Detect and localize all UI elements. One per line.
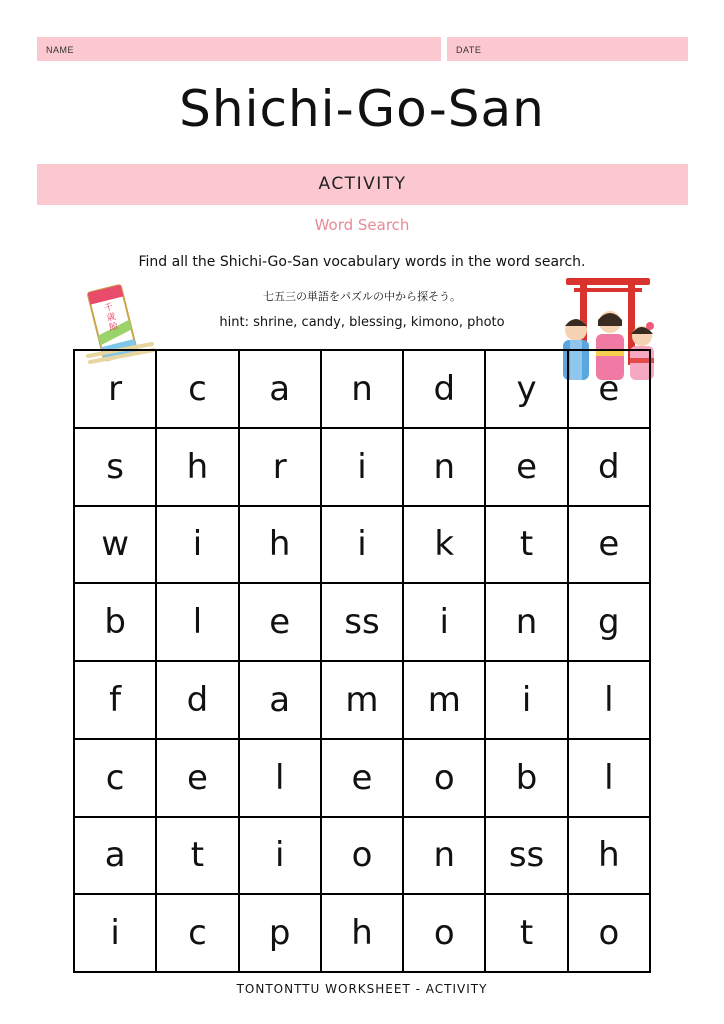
grid-cell[interactable]: h [568,817,650,895]
grid-cell[interactable]: i [74,894,156,972]
subtitle: Word Search [314,216,410,234]
grid-cell[interactable]: a [74,817,156,895]
grid-cell[interactable]: d [156,661,238,739]
grid-cell[interactable]: a [239,350,321,428]
grid-cell[interactable]: k [403,506,485,584]
grid-cell[interactable]: o [403,894,485,972]
grid-cell[interactable]: n [485,583,567,661]
instruction-text: Find all the Shichi-Go-San vocabulary words in the word search. [138,254,586,270]
grid-cell[interactable]: l [568,661,650,739]
grid-cell[interactable]: l [239,739,321,817]
date-field[interactable] [447,37,688,61]
grid-cell[interactable]: t [485,506,567,584]
grid-cell[interactable]: m [403,661,485,739]
grid-cell[interactable]: p [239,894,321,972]
candy-bag-text-1: 千 [103,302,115,315]
grid-cell[interactable]: e [321,739,403,817]
grid-cell[interactable]: n [321,350,403,428]
grid-cell[interactable]: d [568,428,650,506]
candy-bag-text-2: 歳 [105,311,117,324]
grid-cell[interactable]: o [321,817,403,895]
grid-cell[interactable]: y [485,350,567,428]
grid-cell[interactable]: i [321,506,403,584]
word-search-grid [73,349,651,973]
grid-cell[interactable]: d [403,350,485,428]
grid-cell[interactable]: r [239,428,321,506]
grid-cell[interactable]: g [568,583,650,661]
grid-cell[interactable]: i [485,661,567,739]
grid-cell[interactable]: m [321,661,403,739]
hint-text: hint: shrine, candy, blessing, kimono, photo [219,315,505,330]
grid-cell[interactable]: r [74,350,156,428]
grid-cell[interactable]: i [321,428,403,506]
grid-cell[interactable]: b [485,739,567,817]
grid-cell[interactable]: l [568,739,650,817]
grid-cell[interactable]: c [156,894,238,972]
grid-cell[interactable]: s [74,428,156,506]
grid-cell[interactable]: b [74,583,156,661]
grid-cell[interactable]: o [403,739,485,817]
candy-bag-text-3: 飴 [108,321,120,334]
page-title: Shichi-Go-San [179,80,545,138]
grid-cell[interactable]: a [239,661,321,739]
grid-cell[interactable]: e [156,739,238,817]
grid-cell[interactable]: h [239,506,321,584]
instruction-text-japanese: 七五三の単語をパズルの中から探そう。 [263,290,461,303]
grid-cell[interactable]: h [321,894,403,972]
grid-cell[interactable]: h [156,428,238,506]
grid-cell[interactable]: e [485,428,567,506]
grid-cell[interactable]: ss [321,583,403,661]
grid-cell[interactable]: e [568,350,650,428]
name-field[interactable] [37,37,441,61]
grid-cell[interactable]: t [156,817,238,895]
grid-cell[interactable]: i [239,817,321,895]
grid-cell[interactable]: n [403,817,485,895]
grid-cell[interactable]: i [156,506,238,584]
grid-cell[interactable]: c [156,350,238,428]
grid-cell[interactable]: i [403,583,485,661]
activity-banner: ACTIVITY [37,164,688,205]
grid-cell[interactable]: o [568,894,650,972]
grid-cell[interactable]: n [403,428,485,506]
grid-cell[interactable]: ss [485,817,567,895]
name-label: NAME [46,45,75,55]
grid-cell[interactable]: f [74,661,156,739]
date-label: DATE [456,45,482,55]
footer-text: TONTONTTU WORKSHEET - ACTIVITY [236,982,488,996]
grid-cell[interactable]: c [74,739,156,817]
grid-cell[interactable]: w [74,506,156,584]
grid-cell[interactable]: e [239,583,321,661]
grid-cell[interactable]: e [568,506,650,584]
grid-cell[interactable]: l [156,583,238,661]
grid-cell[interactable]: t [485,894,567,972]
